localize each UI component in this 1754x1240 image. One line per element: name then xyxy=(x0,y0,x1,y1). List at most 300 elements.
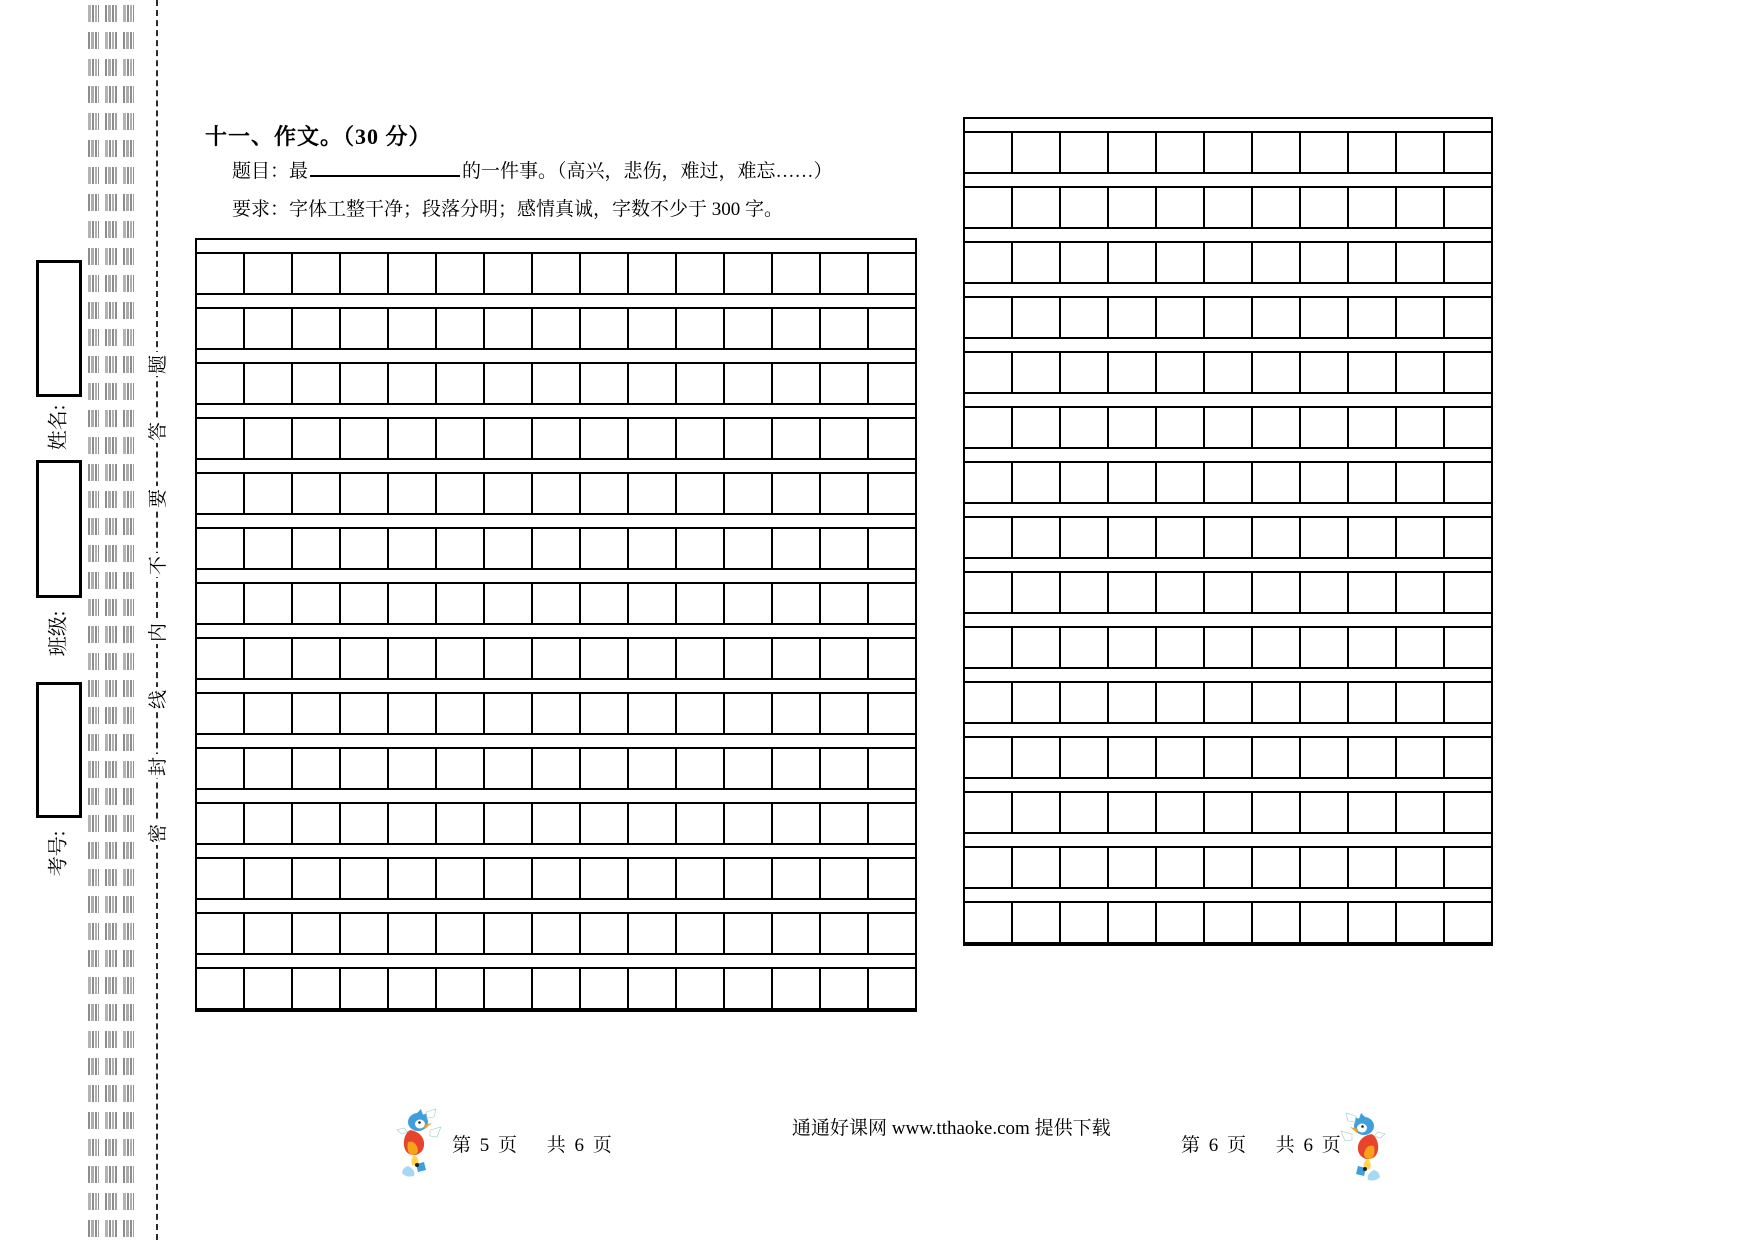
seal-line-char: 内 xyxy=(144,620,170,644)
writing-cell xyxy=(1059,133,1107,172)
barcode-row xyxy=(88,1193,140,1210)
writing-cell xyxy=(1155,188,1203,227)
writing-cell xyxy=(1203,573,1251,612)
barcode-mark xyxy=(88,842,99,859)
barcode-row xyxy=(88,734,140,751)
barcode-mark xyxy=(123,1220,134,1237)
writing-cell xyxy=(675,254,723,293)
page-indicator-left: 第 5 页 共 6 页 xyxy=(452,1135,614,1156)
barcode-mark xyxy=(88,1139,99,1156)
writing-cell xyxy=(483,914,531,953)
grid-row xyxy=(197,692,915,735)
writing-cell xyxy=(483,859,531,898)
writing-cell xyxy=(387,419,435,458)
barcode-mark xyxy=(105,437,116,454)
barcode-mark xyxy=(123,86,134,103)
writing-cell xyxy=(1299,683,1347,722)
writing-cell xyxy=(243,694,291,733)
writing-cell xyxy=(1443,738,1491,777)
writing-cell xyxy=(1011,848,1059,887)
writing-cell xyxy=(1347,463,1395,502)
writing-cell xyxy=(627,639,675,678)
writing-cell xyxy=(675,474,723,513)
writing-cell xyxy=(339,969,387,1008)
writing-cell xyxy=(1443,408,1491,447)
writing-cell xyxy=(1155,243,1203,282)
writing-cell xyxy=(579,309,627,348)
writing-cell xyxy=(1395,518,1443,557)
writing-cell xyxy=(819,914,867,953)
writing-cell xyxy=(867,694,915,733)
writing-cell xyxy=(387,749,435,788)
writing-cell xyxy=(965,188,1011,227)
writing-cell xyxy=(291,859,339,898)
writing-cell xyxy=(339,474,387,513)
writing-cell xyxy=(1059,573,1107,612)
grid-row xyxy=(965,186,1491,229)
writing-cell xyxy=(1011,683,1059,722)
barcode-mark xyxy=(88,59,99,76)
writing-cell xyxy=(435,969,483,1008)
writing-cell xyxy=(1203,903,1251,942)
writing-cell xyxy=(867,254,915,293)
writing-cell xyxy=(1011,298,1059,337)
barcode-mark xyxy=(123,140,134,157)
barcode-mark xyxy=(88,491,99,508)
grid-row xyxy=(965,846,1491,889)
writing-cell xyxy=(675,584,723,623)
writing-cell xyxy=(1107,408,1155,447)
writing-cell xyxy=(579,804,627,843)
writing-cell xyxy=(723,749,771,788)
barcode-row xyxy=(88,977,140,994)
writing-cell xyxy=(819,969,867,1008)
writing-cell xyxy=(867,309,915,348)
writing-cell xyxy=(1443,518,1491,557)
writing-cell xyxy=(531,804,579,843)
barcode-mark xyxy=(105,194,116,211)
grid-row xyxy=(965,296,1491,339)
writing-cell xyxy=(1107,573,1155,612)
writing-cell xyxy=(675,419,723,458)
writing-cell xyxy=(965,463,1011,502)
writing-cell xyxy=(291,529,339,568)
writing-cell xyxy=(965,353,1011,392)
writing-cell xyxy=(1443,463,1491,502)
writing-cell xyxy=(1347,573,1395,612)
barcode-mark xyxy=(123,1193,134,1210)
writing-cell xyxy=(1299,133,1347,172)
writing-cell xyxy=(771,309,819,348)
writing-cell xyxy=(965,408,1011,447)
writing-cell xyxy=(867,914,915,953)
writing-cell xyxy=(675,529,723,568)
barcode-mark xyxy=(105,788,116,805)
writing-cell xyxy=(339,529,387,568)
barcode-mark xyxy=(88,1004,99,1021)
grid-row xyxy=(197,417,915,460)
writing-cell xyxy=(1251,353,1299,392)
writing-cell xyxy=(1155,298,1203,337)
writing-cell xyxy=(1203,738,1251,777)
barcode-mark xyxy=(123,680,134,697)
barcode-mark xyxy=(105,1193,116,1210)
writing-cell xyxy=(627,364,675,403)
writing-cell xyxy=(819,749,867,788)
barcode-mark xyxy=(88,194,99,211)
barcode-mark xyxy=(105,707,116,724)
writing-cell xyxy=(1347,518,1395,557)
writing-cell xyxy=(435,419,483,458)
barcode-mark xyxy=(105,32,116,49)
barcode-mark xyxy=(88,869,99,886)
writing-cell xyxy=(387,309,435,348)
writing-cell xyxy=(1155,353,1203,392)
topic-prefix: 题目：最 xyxy=(232,161,309,182)
writing-cell xyxy=(579,419,627,458)
writing-cell xyxy=(291,694,339,733)
barcode-mark xyxy=(123,923,134,940)
writing-cell xyxy=(1203,243,1251,282)
writing-cell xyxy=(1203,848,1251,887)
barcode-mark xyxy=(123,1112,134,1129)
writing-cell xyxy=(1347,188,1395,227)
barcode-mark xyxy=(105,1166,116,1183)
writing-cell xyxy=(531,584,579,623)
writing-cell xyxy=(675,969,723,1008)
writing-cell xyxy=(1299,793,1347,832)
writing-cell xyxy=(1395,848,1443,887)
barcode-row xyxy=(88,1085,140,1102)
writing-cell xyxy=(1155,463,1203,502)
name-field-box xyxy=(36,260,82,397)
writing-cell xyxy=(483,639,531,678)
barcode-mark xyxy=(88,5,99,22)
writing-cell xyxy=(771,419,819,458)
page-indicator-right: 第 6 页 共 6 页 xyxy=(1181,1135,1343,1156)
writing-cell xyxy=(1299,463,1347,502)
barcode-row xyxy=(88,626,140,643)
writing-cell xyxy=(1251,463,1299,502)
writing-cell xyxy=(1251,243,1299,282)
barcode-row xyxy=(88,221,140,238)
writing-cell xyxy=(243,804,291,843)
barcode-mark xyxy=(123,329,134,346)
writing-cell xyxy=(1011,408,1059,447)
writing-cell xyxy=(1395,903,1443,942)
writing-cell xyxy=(1203,298,1251,337)
writing-cell xyxy=(965,738,1011,777)
writing-cell xyxy=(483,694,531,733)
writing-cell xyxy=(965,793,1011,832)
barcode-mark xyxy=(105,1139,116,1156)
barcode-mark xyxy=(105,896,116,913)
barcode-mark xyxy=(123,977,134,994)
writing-cell xyxy=(867,969,915,1008)
writing-cell xyxy=(243,309,291,348)
writing-cell xyxy=(819,694,867,733)
barcode-mark xyxy=(105,410,116,427)
writing-cell xyxy=(1299,298,1347,337)
writing-cell xyxy=(771,529,819,568)
barcode-row xyxy=(88,5,140,22)
writing-cell xyxy=(1347,738,1395,777)
writing-cell xyxy=(1107,188,1155,227)
writing-cell xyxy=(675,309,723,348)
barcode-mark xyxy=(105,545,116,562)
barcode-mark xyxy=(88,1166,99,1183)
writing-cell xyxy=(867,529,915,568)
writing-cell xyxy=(1155,408,1203,447)
barcode-mark xyxy=(123,788,134,805)
writing-cell xyxy=(579,254,627,293)
writing-cell xyxy=(387,969,435,1008)
writing-cell xyxy=(435,309,483,348)
writing-cell xyxy=(723,804,771,843)
barcode-mark xyxy=(88,302,99,319)
writing-cell xyxy=(197,584,243,623)
barcode-mark xyxy=(88,923,99,940)
writing-cell xyxy=(1107,298,1155,337)
writing-cell xyxy=(1347,133,1395,172)
writing-cell xyxy=(291,474,339,513)
writing-cell xyxy=(723,254,771,293)
writing-cell xyxy=(1347,903,1395,942)
writing-cell xyxy=(1155,848,1203,887)
grid-row xyxy=(965,406,1491,449)
barcode-mark xyxy=(105,572,116,589)
barcode-mark xyxy=(123,599,134,616)
writing-cell xyxy=(1251,518,1299,557)
barcode-row xyxy=(88,950,140,967)
writing-cell xyxy=(1059,298,1107,337)
writing-cell xyxy=(1443,243,1491,282)
writing-cell xyxy=(339,749,387,788)
writing-cell xyxy=(1107,518,1155,557)
barcode-mark xyxy=(88,518,99,535)
barcode-row xyxy=(88,545,140,562)
writing-cell xyxy=(1251,298,1299,337)
barcode-mark xyxy=(105,275,116,292)
barcode-mark xyxy=(123,1031,134,1048)
writing-cell xyxy=(819,309,867,348)
writing-cell xyxy=(1155,518,1203,557)
writing-cell xyxy=(435,364,483,403)
writing-cell xyxy=(531,309,579,348)
writing-cell xyxy=(435,254,483,293)
writing-cell xyxy=(483,529,531,568)
writing-cell xyxy=(1107,683,1155,722)
barcode-mark xyxy=(88,1193,99,1210)
writing-cell xyxy=(1251,738,1299,777)
writing-cell xyxy=(867,749,915,788)
writing-cell xyxy=(291,749,339,788)
grid-row xyxy=(965,516,1491,559)
writing-cell xyxy=(771,969,819,1008)
barcode-mark xyxy=(123,1085,134,1102)
writing-cell xyxy=(723,969,771,1008)
writing-cell xyxy=(291,969,339,1008)
writing-cell xyxy=(1251,408,1299,447)
writing-cell xyxy=(1203,683,1251,722)
barcode-mark xyxy=(123,410,134,427)
grid-row xyxy=(197,967,915,1010)
writing-cell xyxy=(1011,573,1059,612)
barcode-mark xyxy=(123,59,134,76)
barcode-mark xyxy=(105,761,116,778)
barcode-mark xyxy=(105,977,116,994)
barcode-row xyxy=(88,896,140,913)
barcode-mark xyxy=(123,221,134,238)
barcode-mark xyxy=(123,518,134,535)
barcode-row xyxy=(88,1004,140,1021)
barcode-mark xyxy=(105,1031,116,1048)
writing-cell xyxy=(435,584,483,623)
writing-cell xyxy=(197,474,243,513)
barcode-mark xyxy=(123,815,134,832)
writing-cell xyxy=(1299,188,1347,227)
writing-cell xyxy=(339,639,387,678)
writing-cell xyxy=(627,529,675,568)
writing-cell xyxy=(243,474,291,513)
writing-cell xyxy=(723,639,771,678)
barcode-mark xyxy=(105,1220,116,1237)
writing-cell xyxy=(627,474,675,513)
barcode-mark xyxy=(123,1004,134,1021)
writing-cell xyxy=(1443,298,1491,337)
barcode-row xyxy=(88,1058,140,1075)
writing-cell xyxy=(867,804,915,843)
writing-cell xyxy=(1059,738,1107,777)
writing-cell xyxy=(819,474,867,513)
writing-cell xyxy=(1107,463,1155,502)
writing-cell xyxy=(723,584,771,623)
barcode-mark xyxy=(105,626,116,643)
writing-cell xyxy=(291,584,339,623)
barcode-mark xyxy=(123,275,134,292)
writing-cell xyxy=(387,804,435,843)
writing-cell xyxy=(1299,848,1347,887)
writing-cell xyxy=(243,969,291,1008)
barcode-row xyxy=(88,383,140,400)
barcode-mark xyxy=(88,815,99,832)
right-writing-grid xyxy=(963,117,1493,946)
writing-cell xyxy=(387,529,435,568)
writing-cell xyxy=(723,859,771,898)
writing-cell xyxy=(339,584,387,623)
writing-cell xyxy=(1155,903,1203,942)
barcode-mark xyxy=(105,464,116,481)
writing-cell xyxy=(867,859,915,898)
barcode-row xyxy=(88,275,140,292)
barcode-mark xyxy=(123,1139,134,1156)
barcode-mark xyxy=(123,572,134,589)
site-credit: 通通好课网 www.tthaoke.com 提供下载 xyxy=(792,1118,1111,1139)
barcode-mark xyxy=(88,1058,99,1075)
barcode-mark xyxy=(123,1166,134,1183)
writing-cell xyxy=(1347,793,1395,832)
barcode-mark xyxy=(88,275,99,292)
barcode-mark xyxy=(123,113,134,130)
writing-cell xyxy=(243,419,291,458)
barcode-row xyxy=(88,59,140,76)
writing-cell xyxy=(1443,133,1491,172)
writing-cell xyxy=(483,309,531,348)
writing-cell xyxy=(965,848,1011,887)
writing-cell xyxy=(819,584,867,623)
writing-cell xyxy=(1059,243,1107,282)
left-writing-grid xyxy=(195,238,917,1012)
barcode-mark xyxy=(123,1058,134,1075)
barcode-mark xyxy=(105,815,116,832)
writing-cell xyxy=(965,683,1011,722)
writing-cell xyxy=(771,749,819,788)
writing-cell xyxy=(1107,848,1155,887)
barcode-row xyxy=(88,437,140,454)
writing-cell xyxy=(965,243,1011,282)
writing-cell xyxy=(1443,793,1491,832)
writing-cell xyxy=(627,309,675,348)
barcode-mark xyxy=(105,356,116,373)
barcode-row xyxy=(88,1166,140,1183)
exam-number-field-box xyxy=(36,682,82,818)
writing-cell xyxy=(531,639,579,678)
writing-cell xyxy=(1203,353,1251,392)
writing-cell xyxy=(819,859,867,898)
grid-row xyxy=(197,802,915,845)
writing-cell xyxy=(675,859,723,898)
seal-line-char: 密 xyxy=(144,821,170,845)
barcode-row xyxy=(88,464,140,481)
writing-cell xyxy=(579,749,627,788)
writing-cell xyxy=(1347,848,1395,887)
writing-cell xyxy=(965,903,1011,942)
writing-cell xyxy=(243,749,291,788)
writing-cell xyxy=(291,364,339,403)
grid-row xyxy=(965,241,1491,284)
writing-cell xyxy=(771,859,819,898)
writing-cell xyxy=(1443,573,1491,612)
writing-cell xyxy=(1059,793,1107,832)
writing-cell xyxy=(675,364,723,403)
seal-line-char: 封 xyxy=(144,754,170,778)
barcode-mark xyxy=(123,383,134,400)
writing-cell xyxy=(1395,243,1443,282)
writing-cell xyxy=(771,639,819,678)
grid-row xyxy=(965,791,1491,834)
barcode-mark xyxy=(105,86,116,103)
writing-cell xyxy=(483,584,531,623)
writing-cell xyxy=(627,749,675,788)
barcode-mark xyxy=(123,167,134,184)
grid-row xyxy=(965,736,1491,779)
writing-cell xyxy=(1347,408,1395,447)
writing-cell xyxy=(387,364,435,403)
writing-cell xyxy=(243,364,291,403)
grid-row xyxy=(965,571,1491,614)
topic-line xyxy=(232,156,833,183)
writing-cell xyxy=(1203,793,1251,832)
writing-cell xyxy=(483,804,531,843)
writing-cell xyxy=(1299,353,1347,392)
writing-cell xyxy=(483,969,531,1008)
barcode-mark xyxy=(105,1085,116,1102)
barcode-mark xyxy=(105,491,116,508)
barcode-mark xyxy=(88,653,99,670)
barcode-mark xyxy=(105,869,116,886)
barcode-strip xyxy=(88,5,140,1237)
grid-row xyxy=(197,362,915,405)
